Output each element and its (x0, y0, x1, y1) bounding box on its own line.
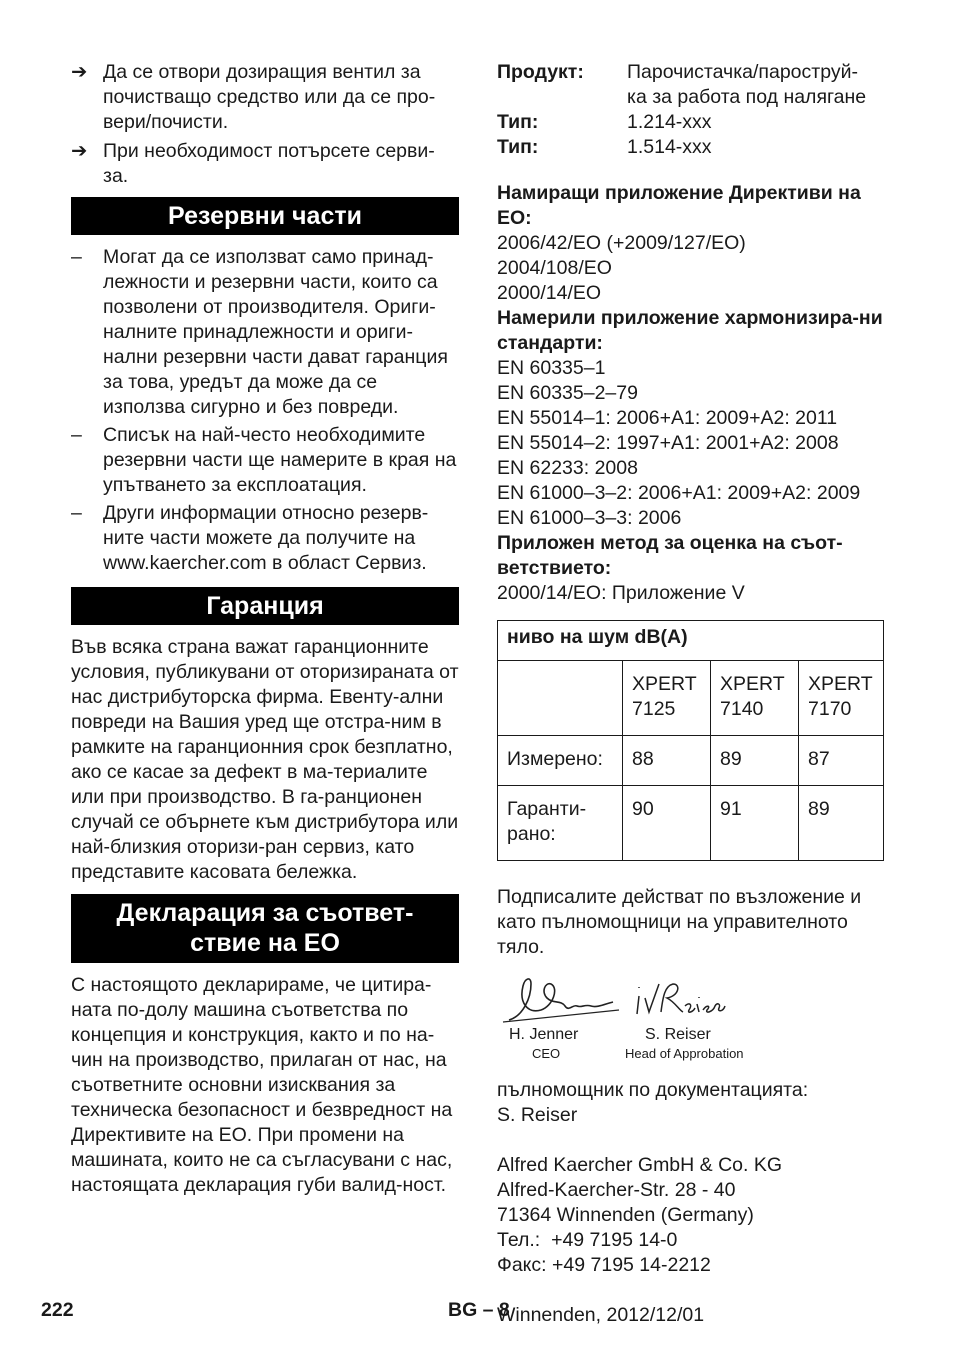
standard-item: EN 55014–1: 2006+A1: 2009+A2: 2011 (497, 407, 838, 429)
dash-marker: – (71, 246, 82, 268)
table-cell: 89 (711, 736, 799, 786)
address-line: Факс: +49 7195 14-2212 (497, 1254, 711, 1276)
type-label: Тип: (497, 111, 539, 133)
type-label: Тип: (497, 136, 539, 158)
doc-representative-label: пълномощник по документацията: (497, 1079, 809, 1101)
spare-parts-item (71, 245, 459, 420)
row-label: Измерено: (498, 736, 623, 786)
directive-item: 2006/42/ЕО (+2009/127/ЕО) (497, 232, 746, 254)
declaration-text: С настоящото декларираме, че цитира-ната по-долу машина съответства по концепция и конструкция, както и по на-чин на производство, прилаган от нас, на съответните основни изисквания за техническа безопасност и безвредност на Директивите на ЕО. При промени на машината, които не са съгласувани с нас, настоящата декларация губи валид-ност. (71, 974, 453, 1196)
signature-reiser-icon (631, 976, 731, 1020)
signatories-text: Подписалите действат по възложение и като пълномощници на управителното тяло. (497, 886, 862, 958)
warranty-text: Във всяка страна важат гаранционните условия, публикувани от оторизираната от нас дистрибуторска фирма. Евенту-ални повреди на Вашия уред ще отстра-ним в рамките на гаранционния срок безплатно, ако се касае за дефект в ма-териалите или при производство. В га-ранционен случай се обърнете към дистрибутора или най-близкия оторизи-ран сервиз, като представите касовата бележка. (71, 636, 459, 883)
dash-marker: – (71, 424, 82, 446)
dash-marker: – (71, 502, 82, 524)
standard-item: EN 55014–2: 1997+A1: 2001+A2: 2008 (497, 432, 839, 454)
spare-parts-text: Списък на най-често необходимите резервни части ще намерите в края на упътването за експлоатация. (103, 424, 457, 496)
address-line: Тел.: +49 7195 14-0 (497, 1229, 678, 1251)
model-header: XPERT 7125 (623, 661, 711, 736)
instruction-text: Да се отвори дозиращия вентил за почистващо средство или да се про-вери/почисти. (103, 61, 436, 133)
table-row (498, 736, 884, 786)
arrow-icon: ➔ (71, 140, 88, 162)
type-value: 1.214-xxx (627, 111, 712, 133)
declaration-heading (71, 894, 459, 963)
spare-parts-text: Могат да се използват само принад-лежности и резервни части, които са позволени от производителя. Ориги-налните принадлежности и ориги-нални резервни части дават гаранция за това, уредът да може да се използва сигурно и без повреди. (103, 246, 448, 418)
table-cell: 91 (711, 786, 799, 861)
directives-heading: Намиращи приложение Директиви на ЕО: (497, 182, 861, 229)
standard-item: EN 61000–3–3: 2006 (497, 507, 682, 529)
noise-table (497, 620, 884, 861)
noise-table-title: ниво на шум dB(A) (498, 621, 884, 661)
address-line: 71364 Winnenden (Germany) (497, 1204, 754, 1226)
address-line: Alfred-Kaercher-Str. 28 - 40 (497, 1179, 736, 1201)
spare-parts-text: Други информации относно резерв-ните части можете да получите на www.kaercher.com в област Сервиз. (103, 502, 429, 574)
table-cell: 87 (799, 736, 884, 786)
product-value-line: Парочистачка/пароструй- (627, 61, 858, 83)
page-number: 222 (41, 1299, 74, 1321)
standard-item: EN 60335–2–79 (497, 382, 638, 404)
instruction-text: При необходимост потърсете серви-за. (103, 140, 435, 187)
row-label: Гаранти-рано: (498, 786, 623, 861)
address-line: Alfred Kaercher GmbH & Co. KG (497, 1154, 783, 1176)
spare-parts-item (71, 423, 459, 498)
product-label: Продукт: (497, 61, 584, 83)
signatory-name: H. Jenner (509, 1026, 579, 1043)
table-cell: 88 (623, 736, 711, 786)
signatory-name: S. Reiser (645, 1026, 711, 1043)
spare-parts-item (71, 501, 459, 576)
product-value (627, 60, 887, 110)
table-cell: 89 (799, 786, 884, 861)
standard-item: EN 61000–3–2: 2006+A1: 2009+A2: 2009 (497, 482, 861, 504)
left-column (71, 60, 459, 1198)
table-cell: 90 (623, 786, 711, 861)
declaration-heading-line2: ствие на ЕО (190, 929, 340, 957)
type-row (497, 110, 887, 135)
place-date: Winnenden, 2012/12/01 (497, 1304, 705, 1326)
type-row (497, 135, 887, 160)
instruction-item (71, 60, 459, 135)
method-heading: Приложен метод за оценка на съот-ветствието: (497, 532, 843, 579)
type-value: 1.514-xxx (627, 136, 712, 158)
model-header: XPERT 7140 (711, 661, 799, 736)
directive-item: 2000/14/ЕО (497, 282, 602, 304)
model-header: XPERT 7170 (799, 661, 884, 736)
standards-heading: Намерили приложение хармонизира-ни стандарти: (497, 307, 883, 354)
signature-jenner-icon (501, 970, 631, 1028)
declaration-heading-line1: Декларация за съответ- (116, 899, 414, 927)
signature-block (497, 970, 887, 1078)
arrow-icon: ➔ (71, 61, 88, 83)
standard-item: EN 60335–1 (497, 357, 606, 379)
product-value-line: ка за работа под налягане (627, 86, 867, 108)
table-cell-empty (498, 661, 623, 736)
signatory-role: CEO (532, 1046, 561, 1061)
method-value: 2000/14/ЕО: Приложение V (497, 582, 745, 604)
section-label: BG – 8 (448, 1299, 510, 1321)
right-column (497, 60, 887, 1328)
standard-item: EN 62233: 2008 (497, 457, 638, 479)
spare-parts-heading: Резервни части (71, 197, 459, 235)
table-row (498, 786, 884, 861)
warranty-heading: Гаранция (71, 587, 459, 625)
directive-item: 2004/108/ЕО (497, 257, 612, 279)
instruction-item (71, 139, 459, 189)
product-row (497, 60, 887, 110)
signatory-role: Head of Approbation (625, 1046, 744, 1061)
doc-representative-name: S. Reiser (497, 1104, 578, 1126)
